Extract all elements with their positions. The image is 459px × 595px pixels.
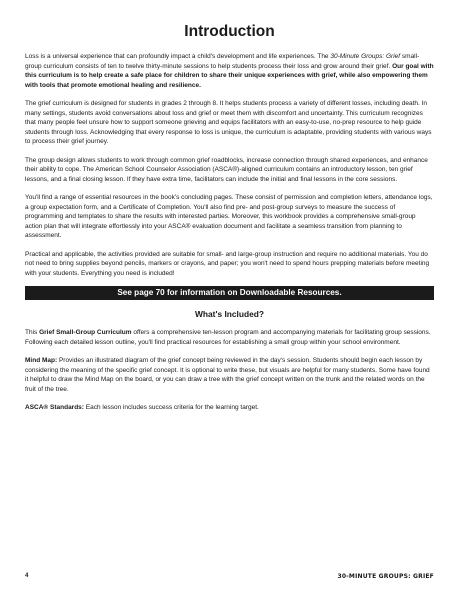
resources-paragraph: You'll find a range of essential resources in the book's concluding pages. These consist of permission and completion letters, attendance logs, a group expectation form, and a Certificate of Completion. You'll also find pre- and post-group surveys to measure the success of programming and templates to share the results with interested parties. Moreover, this workbook provides a comprehensive small-group action plan that will integrate effortlessly into your ASCA® evaluation document and facilitate a seamless transition from planning to assessment.	[25, 194, 433, 239]
mind-map-paragraph	[25, 356, 434, 394]
intro-book-title: 30-Minute Groups: Grief	[330, 53, 401, 60]
asca-standards-paragraph	[25, 403, 434, 413]
mind-map-label: Mind Map:	[25, 357, 58, 364]
included-paragraph	[25, 328, 434, 347]
asca-standards-label: ASCA® Standards:	[25, 404, 84, 411]
intro-text-middle: small-group curriculum consists of ten to twelve thirty-minute sessions to help students process their loss and grow around their grief.	[25, 53, 420, 70]
included-text-end: offers a comprehensive ten-lesson program and accompanying materials for facilitating group sessions. Following each detailed lesson outline, you'll find practical resources for establishing a small group within your school environment.	[25, 329, 431, 346]
included-curriculum-name: Grief Small-Group Curriculum	[39, 329, 132, 336]
intro-text-start: Loss is a universal experience that can profoundly impact a child's development and life experiences. The	[25, 53, 331, 60]
mind-map-text: Provides an illustrated diagram of the grief concept being reviewed in the day's session. Students should begin each lesson by considering the meaning of the specific grief concept. It is optional to write these, but visuals are helpful for many students. Some have found it helpful to draw the Mind Map on the board, or you can draw a tree with the grief concept written on the trunk and the related words on the fruit of the tree.	[25, 357, 430, 393]
asca-standards-text: Each lesson includes success criteria for the learning target.	[83, 404, 259, 411]
footer-book-title: 30-MINUTE GROUPS: GRIEF	[337, 573, 434, 580]
intro-goal-statement: Our goal with this curriculum is to help create a safe place for children to share their unique experiences with grief, while also empowering them with tools that promote emotional healing and resilience.	[25, 62, 434, 89]
group-design-paragraph: The group design allows students to work through common grief roadblocks, increase connection through shared experiences, and enhance their ability to cope. The American School Counselor Association (ASCA®)-aligned curriculum contains an introductory lesson, ten grief lessons, and a final closing lesson. If they have extra time, facilitators can include the initial and final lessons in the core sessions.	[25, 156, 428, 183]
whats-included-heading: What's Included?	[195, 309, 264, 319]
intro-paragraph	[25, 52, 434, 90]
included-text-start: This	[25, 329, 40, 336]
page-number: 4	[25, 573, 29, 579]
page-footer	[25, 573, 434, 580]
grief-curriculum-paragraph: The grief curriculum is designed for students in grades 2 through 8. It helps students process a variety of different losses, including death. In many settings, students avoid conversations about loss and grief or meet them with discomfort and uncertainty. This curriculum recognizes that many people feel unsure how to support someone grieving and equips facilitators with an easy-to-use, no-prep resource to help guide students through loss. Acknowledging that every response to loss is unique, the curriculum is adaptable, providing students with various ways to process their grief journey.	[25, 100, 432, 145]
downloadable-resources-banner: See page 70 for information on Downloadable Resources.	[25, 286, 434, 300]
page-title: Introduction	[184, 23, 275, 40]
practical-paragraph: Practical and applicable, the activities provided are suitable for small- and large-group instruction and require no additional materials. You do not need to bring supplies beyond pencils, markers or crayons, and paper; you won't need to spend hours prepping materials before meeting with your students. Everything you need is included!	[25, 250, 430, 277]
